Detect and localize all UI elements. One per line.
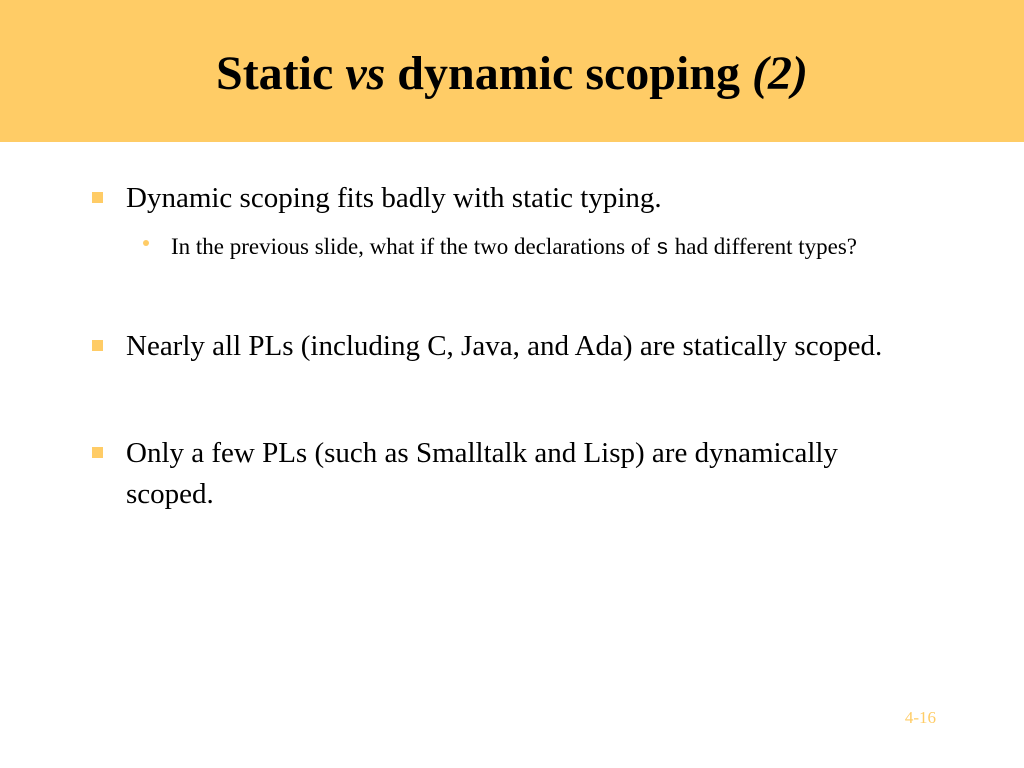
sub-bullet-text-after: had different types?: [669, 234, 857, 259]
bullet-item-1: [126, 178, 926, 219]
title-part-static: Static: [216, 47, 346, 100]
square-bullet-icon: [92, 192, 103, 203]
page-number: 4-16: [904, 708, 936, 727]
bullet-text: Dynamic scoping fits badly with static typing.: [126, 182, 662, 214]
code-variable: s: [655, 236, 669, 261]
bullet-item-3: [126, 433, 926, 515]
bullet-item-2: [126, 326, 926, 367]
title-part-dynamic-scoping: dynamic scoping: [385, 47, 753, 100]
bullet-text: Nearly all PLs (including C, Java, and Ada) are statically scoped.: [126, 330, 883, 362]
bullet-text: Only a few PLs (such as Smalltalk and Lisp) are dynamically scoped.: [126, 437, 838, 510]
dot-bullet-icon: [143, 240, 149, 246]
title-part-vs: vs: [345, 47, 386, 100]
square-bullet-icon: [92, 447, 103, 458]
sub-bullet-item-1: [171, 228, 891, 267]
title-part-number: (2): [752, 47, 808, 100]
sub-bullet-text-before: In the previous slide, what if the two declarations of: [171, 234, 656, 259]
square-bullet-icon: [92, 340, 103, 351]
